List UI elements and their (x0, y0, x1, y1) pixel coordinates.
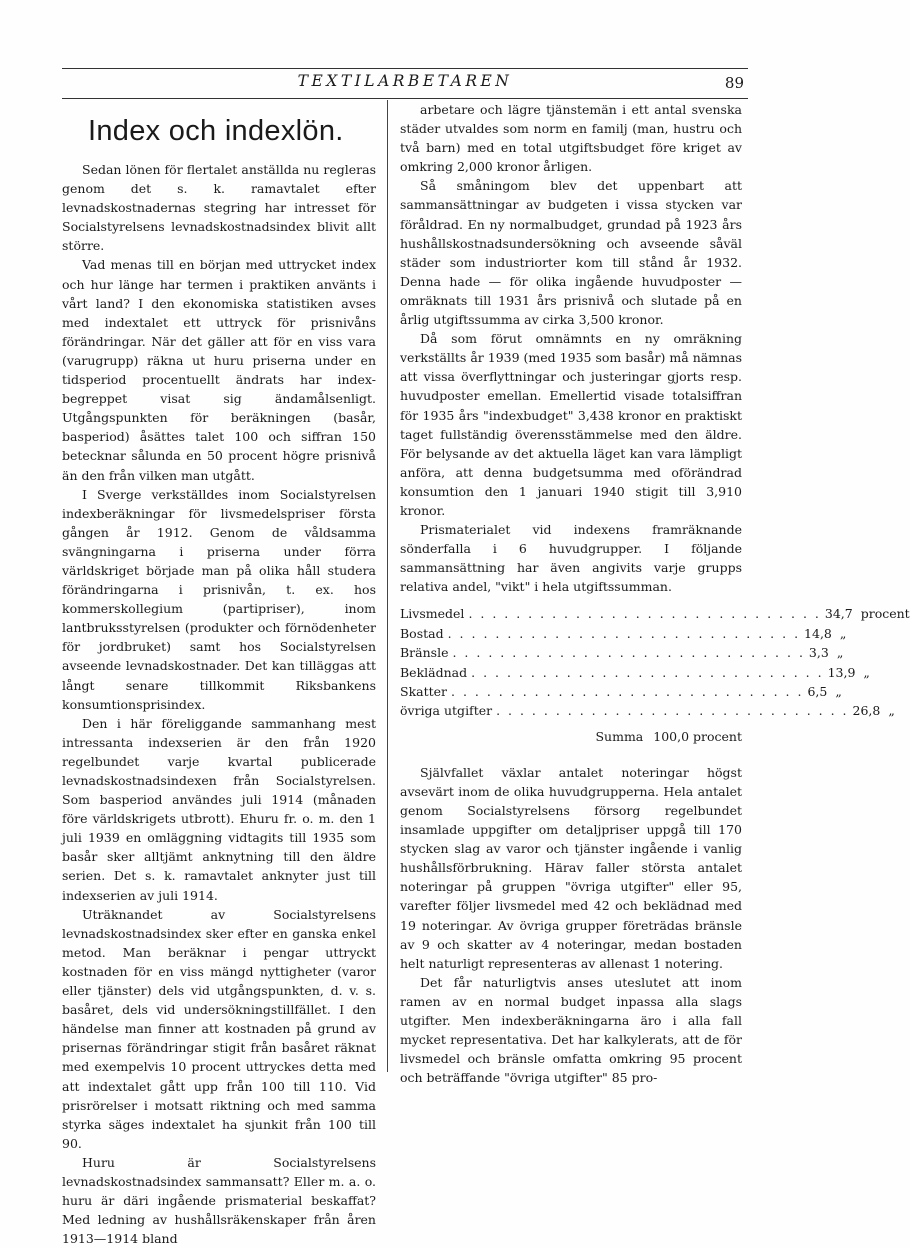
header-rule-top (62, 68, 748, 69)
article-title: Index och indexlön. (88, 115, 344, 147)
budget-row (400, 663, 870, 682)
budget-total-value: 100,0 procent (653, 728, 742, 744)
budget-unit: „ (835, 684, 842, 699)
leader-dots: . . . . . . . . . . . . . . . . . . . . . . . . . . . . . . (451, 684, 804, 699)
budget-category: Beklädnad (400, 664, 468, 680)
budget-row (400, 701, 895, 720)
header-rule-bottom (62, 98, 748, 99)
budget-category: Bostad (400, 625, 444, 641)
column-divider (387, 100, 388, 1072)
budget-row (400, 624, 847, 643)
leader-dots: . . . . . . . . . . . . . . . . . . . . . . . . . . . . . . (447, 625, 801, 641)
right-column (400, 100, 910, 1087)
budget-row (400, 682, 842, 701)
paragraph: Det får naturligtvis anses uteslutet att inom ramen av en normal budget inpassa alla slags utgifter. Men indexberäkningarna äro i alla fall mycket representativa. Det har kalkylerats, att de för livsmedel och bränsle omfatta omkring 95 procent och beträffande "övriga utgifter" 85 pro- (400, 974, 742, 1086)
budget-category: Bränsle (400, 645, 449, 661)
budget-category: övriga utgifter (400, 703, 493, 719)
budget-value: 3,3 (808, 645, 829, 661)
budget-row (400, 643, 844, 662)
paragraph: Självfallet växlar antalet noteringar högst avsevärt inom de olika huvudgrupperna. Hela antalet genom Socialstyrelsens försorg regelbundet insamlade uppgifter om detaljpriser uppgå till 170 stycken slag av varor och tjänster ingående i vanlig hushållsförbrukning. Härav faller största antalet noteringar på gruppen "övriga utgifter" eller 95, varefter följer livsmedel med 42 och beklädnad med 19 noteringar. Av övriga grupper företrädas bränsle av 9 och skatter av 4 noteringar, medan bostaden helt naturligt representeras av allenast 1 notering. (400, 764, 742, 971)
budget-unit: „ (839, 625, 847, 641)
budget-category: Livsmedel (400, 606, 465, 622)
budget-value: 14,8 (804, 625, 832, 641)
budget-value: 6,5 (807, 684, 828, 699)
paragraph: Sedan lönen för flertalet anställda nu regleras genom det s. k. ramavtalet efter levnadskostnadernas stegring har intresset för Socialstyrelsens levnadskostnadsindex blivit allt större. (62, 162, 376, 254)
leader-dots: . . . . . . . . . . . . . . . . . . . . . . . . . . . . . . (496, 703, 849, 719)
budget-unit: procent (860, 606, 910, 622)
budget-unit: „ (836, 645, 844, 661)
paragraph: Vad menas till en början med uttrycket index och hur länge har termen i praktiken använts i vårt land? I den ekonomiska statistiken avses med indextalet ett uttryck för prisnivåns förändringar. När det gäller att för en viss vara (varugrupp) räkna ut huru priserna under en tidsperiod procentuellt ändrats har index-begreppet visat sig ändamålsenligt. Utgångspunkten för beräkningen (basår, basperiod) åsättes talet 100 och siffran 150 betecknar sålunda en 50 procent högre prisnivå än den från vilken man utgått. (62, 257, 376, 483)
budget-value: 34,7 (824, 606, 853, 622)
paragraph: Då som förut omnämnts en ny omräkning verkställts år 1939 (med 1935 som basår) må nämnas att vissa överflyttningar och justeringar gjorts resp. huvudposter emellan. Emellertid visade totalsiffran för 1935 års "indexbudget" 3,438 kronor en praktiskt taget fullständig överensstämmelse med den äldre. För belysande av det aktuella läget kan vara lämpligt anföra, att denna budgetsumma med oförändrad konsumtion den 1 januari 1940 stigit till 3,910 kronor. (400, 331, 742, 518)
running-title: TEXTILARBETAREN (297, 72, 513, 90)
paragraph: arbetare och lägre tjänstemän i ett antal svenska städer utvaldes som norm en familj (man, hustru och två barn) med en total utgiftsbudget före kriget av omkring 2,000 kronor årligen. (400, 102, 742, 175)
budget-category: Skatter (400, 684, 448, 699)
page-number: 89 (724, 74, 744, 92)
budget-unit: „ (863, 664, 870, 680)
paragraph: Den i här föreliggande sammanhang mest intressanta indexserien är den från 1920 regelbundet varje kvartal publicerade levnadskostnadsindexen från Socialstyrelsen. Som basperiod användes juli 1914 (månaden före världskrigets utbrott). Ehuru fr. o. m. den 1 juli 1939 en omläggning vidtagits till 1935 som basår sker alltjämt anknytning till den äldre serien. Det s. k. ramavtalet anknyter just till indexserien av juli 1914. (62, 715, 376, 903)
budget-value: 13,9 (827, 664, 856, 680)
leader-dots: . . . . . . . . . . . . . . . . . . . . . . . . . . . . . . (468, 606, 821, 622)
leader-dots: . . . . . . . . . . . . . . . . . . . . . . . . . . . . . . (471, 664, 824, 680)
paragraph: Huru är Socialstyrelsens levnadskostnadsindex sammansatt? Eller m. a. o. huru är däri ingående prismaterial beskaffat? Med ledning av hushållsräkenskaper från åren 1913—1914 bland (62, 1154, 376, 1247)
budget-table (400, 604, 910, 746)
left-column (62, 100, 376, 1248)
spacer (400, 747, 742, 763)
budget-row (400, 604, 910, 623)
budget-value: 26,8 (852, 703, 881, 719)
leader-dots: . . . . . . . . . . . . . . . . . . . . . . . . . . . . . . (452, 645, 805, 661)
paragraph: Uträknandet av Socialstyrelsens levnadskostnadsindex sker efter en ganska enkel metod. Man beräknar i pengar uttryckt kostnaden för en viss mängd nyttigheter (varor eller tjänster) dels vid utgångspunkten, d. v. s. basåret, dels vid undersökningstillfället. I den händelse man finner att kostnaden på grund av prisernas förändringar stigit från basåret räknat med exempelvis 10 procent uttryckes detta med att indextalet gått upp från 100 till 110. Vid prisrörelser i motsatt riktning och med samma styrka säges indextalet ha sjunkit från 100 till 90. (62, 906, 376, 1151)
budget-total (400, 727, 742, 747)
budget-total-label: Summa (595, 728, 644, 744)
paragraph: I Sverge verkställdes inom Socialstyrelsen indexberäkningar för livsmedelspriser första gången år 1912. Genom de våldsamma svängningarna i priserna under förra världskriget började man på olika håll studera förändringarna i prisnivån, t. ex. hos kommerskollegium (partipriser), inom lantbruksstyrelsen (produkter och förnödenheter för jordbruket) samt hos Socialstyrelsen avseende levnadskostnader. Det kan tilläggas att långt senare tillkommit Riksbankens konsumtionsprisindex. (62, 486, 376, 712)
paragraph: Så småningom blev det uppenbart att sammansättningar av budgeten i vissa stycken var föråldrad. En ny normalbudget, grundad på 1923 års hushållskostnadsundersökning och avseende såväl städer som industriorter kom till stånd år 1932. Denna hade — för olika ingående huvudposter — omräknats till 1931 års prisnivå och slutade på en årlig utgiftssumma av cirka 3,500 kronor. (400, 178, 742, 328)
budget-unit: „ (888, 703, 895, 719)
paragraph: Prismaterialet vid indexens framräknande sönderfalla i 6 huvudgrupper. I följande sammansättning har även angivits varje grupps relativa andel, "vikt" i hela utgiftssumman. (400, 522, 742, 595)
